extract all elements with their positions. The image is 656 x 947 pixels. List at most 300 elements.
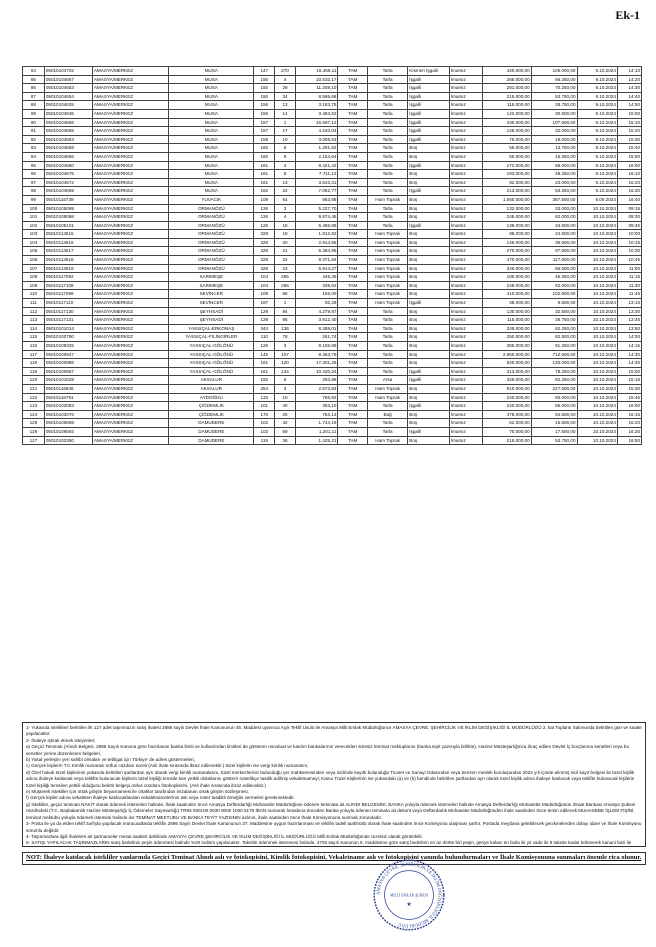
table-cell: TAM bbox=[338, 187, 367, 196]
table-row bbox=[23, 152, 642, 161]
table-cell: Tarla bbox=[367, 161, 407, 170]
table-cell: 16:20 bbox=[617, 178, 641, 187]
table-cell: 10.10.2024 bbox=[577, 247, 617, 256]
table-cell: 94 bbox=[23, 152, 45, 161]
table-cell: 05010117110 bbox=[44, 299, 92, 308]
table-row bbox=[23, 290, 642, 299]
table-cell: AMASYA/MERKEZ bbox=[92, 213, 168, 222]
table-cell: AMASYA/MERKEZ bbox=[92, 178, 168, 187]
listing-table bbox=[22, 66, 642, 445]
table-cell: İmarsız bbox=[449, 195, 482, 204]
table-cell: İmarsız bbox=[449, 410, 482, 419]
table-cell: 11:45 bbox=[617, 290, 641, 299]
table-cell: Tarla bbox=[367, 316, 407, 325]
seal-star-icon: ★ bbox=[406, 902, 412, 909]
table-cell: Ham Toprak bbox=[367, 230, 407, 239]
table-cell: Tarla bbox=[367, 333, 407, 342]
table-cell: 05010101529 bbox=[44, 376, 92, 385]
table-cell: Ham Toprak bbox=[367, 384, 407, 393]
table-cell: 05010117092 bbox=[44, 273, 92, 282]
table-row bbox=[23, 195, 642, 204]
table-cell: 28 bbox=[275, 84, 296, 93]
table-cell: YASSIÇAL-GÖLÖNÜ bbox=[169, 350, 254, 359]
table-cell: 10.10.2024 bbox=[577, 324, 617, 333]
table-cell: TAM bbox=[338, 230, 367, 239]
table-cell: 115.000,00 bbox=[482, 316, 531, 325]
table-cell: YUVACIK bbox=[169, 195, 254, 204]
table-cell: 15.500,00 bbox=[531, 419, 577, 428]
table-cell: Boş bbox=[408, 410, 449, 419]
table-cell: 05010113615 bbox=[44, 230, 92, 239]
table-cell: Tarla bbox=[367, 359, 407, 368]
table-cell: 10.10.2024 bbox=[577, 204, 617, 213]
table-cell: 109 bbox=[254, 195, 275, 204]
table-row bbox=[23, 333, 642, 342]
table-cell: İşgalli bbox=[408, 75, 449, 84]
table-cell: 110 bbox=[254, 333, 275, 342]
table-cell: Boş bbox=[408, 256, 449, 265]
table-cell: TAM bbox=[338, 290, 367, 299]
table-cell: 10.10.2024 bbox=[577, 410, 617, 419]
table-cell: 33.000,00 bbox=[531, 204, 577, 213]
table-cell: 193.000,00 bbox=[482, 170, 531, 179]
table-cell: 11:00 bbox=[617, 264, 641, 273]
table-cell: 109 bbox=[23, 281, 45, 290]
table-cell: 265.000,00 bbox=[482, 75, 531, 84]
table-cell: 328 bbox=[254, 238, 275, 247]
table-cell: 261,74 bbox=[295, 333, 338, 342]
table-row bbox=[23, 127, 642, 136]
table-cell: 365.000,00 bbox=[482, 342, 531, 351]
table-cell: 162 bbox=[254, 187, 275, 196]
table-cell: 10.10.2024 bbox=[577, 342, 617, 351]
table-cell: 122.000,00 bbox=[482, 109, 531, 118]
table-row bbox=[23, 367, 642, 376]
table-cell: Tarla bbox=[367, 307, 407, 316]
footer-note: NOT: İhaleye katılacak istekliler yanlarında Geçici Teminat Alındı aslı ve fotokopisini, Kimlik fotokopisini, Vekaletname aslı ve fotokopisini yanında bulundurmaları ve İhale Komisyonuna sunmaları önemle rica olunur. bbox=[22, 852, 646, 865]
table-cell: MUSA bbox=[169, 178, 254, 187]
table-cell: 48.250,00 bbox=[531, 170, 577, 179]
table-cell: 10.10.2024 bbox=[577, 436, 617, 445]
table-cell: 281.000,00 bbox=[482, 84, 531, 93]
table-cell: AMASYA/MERKEZ bbox=[92, 84, 168, 93]
table-cell: 272.000,00 bbox=[482, 161, 531, 170]
table-cell: AMASYA/MERKEZ bbox=[92, 290, 168, 299]
table-cell: 126 bbox=[254, 204, 275, 213]
table-row bbox=[23, 281, 642, 290]
table-cell: 14:30 bbox=[617, 350, 641, 359]
table-cell: 10.10.2024 bbox=[577, 213, 617, 222]
table-cell: 102 bbox=[254, 419, 275, 428]
table-cell: TAM bbox=[338, 264, 367, 273]
table-cell: TAM bbox=[338, 152, 367, 161]
table-cell: Tarla bbox=[367, 324, 407, 333]
table-cell: İmarsız bbox=[449, 324, 482, 333]
table-cell: 05010100790 bbox=[44, 333, 92, 342]
table-cell: 10.532,17 bbox=[295, 75, 338, 84]
table-cell: 249.000,00 bbox=[482, 324, 531, 333]
table-cell: 2.573,84 bbox=[295, 384, 338, 393]
table-cell: 8.595,68 bbox=[295, 92, 338, 101]
table-cell: 82.250,00 bbox=[531, 376, 577, 385]
table-row bbox=[23, 350, 642, 359]
table-cell: ORMANÖZÜ bbox=[169, 238, 254, 247]
table-cell: 10.10.2024 bbox=[577, 273, 617, 282]
table-row bbox=[23, 144, 642, 153]
table-cell: 10.10.2024 bbox=[577, 316, 617, 325]
table-cell: TAM bbox=[338, 359, 367, 368]
table-cell: 470.000,00 bbox=[482, 256, 531, 265]
table-cell: 86.500,00 bbox=[531, 264, 577, 273]
table-cell: 38.000,00 bbox=[482, 299, 531, 308]
table-cell: 85 bbox=[23, 75, 45, 84]
table-cell: AMASYA/MERKEZ bbox=[92, 342, 168, 351]
table-cell: TAM bbox=[338, 324, 367, 333]
table-cell: 6 bbox=[275, 376, 296, 385]
table-cell: TAM bbox=[338, 316, 367, 325]
table-cell: ORMANÖZÜ bbox=[169, 204, 254, 213]
table-cell: 05010117096 bbox=[44, 290, 92, 299]
table-cell: 15:00 bbox=[617, 367, 641, 376]
table-cell: 16:40 bbox=[617, 195, 641, 204]
table-cell: 13:45 bbox=[617, 316, 641, 325]
table-cell: 64 bbox=[275, 195, 296, 204]
table-cell: 10:15 bbox=[617, 238, 641, 247]
table-cell: 248.000,00 bbox=[482, 213, 531, 222]
table-cell: İmarsız bbox=[449, 230, 482, 239]
table-cell: TAM bbox=[338, 256, 367, 265]
table-cell: AMASYA/MERKEZ bbox=[92, 436, 168, 445]
table-cell: TAM bbox=[338, 204, 367, 213]
table-cell: 05010104665 bbox=[44, 127, 92, 136]
table-cell: İmarsız bbox=[449, 290, 482, 299]
table-cell: MUSA bbox=[169, 75, 254, 84]
table-cell: 101 bbox=[23, 213, 45, 222]
table-cell: 14:00 bbox=[617, 333, 641, 342]
table-cell: Tarla bbox=[367, 152, 407, 161]
table-cell: 8 bbox=[275, 170, 296, 179]
table-cell: 118 bbox=[23, 359, 45, 368]
table-cell: 16.458,11 bbox=[295, 67, 338, 76]
table-cell: İmarsız bbox=[449, 109, 482, 118]
table-cell: 113 bbox=[23, 316, 45, 325]
table-cell: 101 bbox=[254, 402, 275, 411]
table-cell: DAMUDERE bbox=[169, 419, 254, 428]
table-cell: 05010104672 bbox=[44, 178, 92, 187]
table-cell: İşgalli bbox=[408, 161, 449, 170]
table-cell: 10.10.2024 bbox=[577, 427, 617, 436]
table-cell: 9.10.2024 bbox=[577, 161, 617, 170]
table-cell: 93 bbox=[23, 144, 45, 153]
table-cell: 13.750,00 bbox=[531, 144, 577, 153]
table-cell: TAM bbox=[338, 178, 367, 187]
table-cell: SEVİNCER bbox=[169, 299, 254, 308]
table-cell: 120 bbox=[23, 376, 45, 385]
table-cell: TAM bbox=[338, 367, 367, 376]
condition-paragraph: b) Yasal yerleşim yeri sahibi olmaları ve tebligat için Türkiye' de adres göstermeleri, bbox=[26, 757, 195, 763]
table-cell: TAM bbox=[338, 144, 367, 153]
table-cell: İmarsız bbox=[449, 402, 482, 411]
table-cell: Tarla bbox=[367, 367, 407, 376]
table-cell: 387.500,00 bbox=[531, 195, 577, 204]
table-cell: İmarsız bbox=[449, 152, 482, 161]
table-cell: 05010104663 bbox=[44, 135, 92, 144]
table-cell: 102 bbox=[254, 427, 275, 436]
table-cell: 14:10 bbox=[617, 67, 641, 76]
table-cell: 19 bbox=[275, 230, 296, 239]
table-cell: 70.250,00 bbox=[531, 84, 577, 93]
table-cell: 9.10.2024 bbox=[577, 144, 617, 153]
seal-outer-text: AMASYA ÇEVRE, ŞEHİRCİLİK VE İKLİM DEĞİŞİKLİĞİ İL MÜDÜRLÜĞÜ bbox=[375, 861, 443, 929]
table-cell: 270.000,00 bbox=[482, 247, 531, 256]
table-cell: TAM bbox=[338, 84, 367, 93]
table-row bbox=[23, 84, 642, 93]
table-cell: 10.10.2024 bbox=[577, 281, 617, 290]
table-cell: 91.250,00 bbox=[531, 342, 577, 351]
table-cell: 05010104702 bbox=[44, 67, 92, 76]
table-cell: 68.000,00 bbox=[531, 161, 577, 170]
table-cell: 16:15 bbox=[617, 410, 641, 419]
table-row bbox=[23, 359, 642, 368]
table-cell: 4 bbox=[275, 161, 296, 170]
table-cell: Tarla bbox=[367, 144, 407, 153]
table-cell: İmarsız bbox=[449, 342, 482, 351]
table-cell: MUSA bbox=[169, 135, 254, 144]
table-cell: 36.500,00 bbox=[531, 238, 577, 247]
table-cell: 05010104656 bbox=[44, 152, 92, 161]
table-cell: İmarsız bbox=[449, 427, 482, 436]
table-cell: YASSIÇAL-GÖLÖNÜ bbox=[169, 367, 254, 376]
table-cell: 16:30 bbox=[617, 427, 641, 436]
table-cell: ŞEYHSADİ bbox=[169, 307, 254, 316]
table-cell: 213.000,00 bbox=[482, 187, 531, 196]
condition-paragraph: g) İstekliler, geçici teminatı NAKİT olarak ödemek istemeleri halinde, ihale saatinden önce Amasya Defterdarlığı Muhasebe Müdürlüğüne ödenen teminata ait ALINDI BELGESİNİ, BANKA yoluyla ödemek istemeleri halinde Amasya Defterdarlığı Muhasebe Müdürlüğünün Ziraat Bankası Amasya Şubesi nezdindeki (T.C. Başbakanlık Hazine Müsteşarlığı İç Ödemeler Saymanlığı) TR93 000100 0030 0000 1000 5170 İBAN numaralı hesabına önceden Banka yoluyla ödenen teminata ait dekont veya Defterdarlık Muhasebe Müdürlüğünden ihale saatinden önce temin edilecek MUHASEBE İŞLEM FİŞİNİ, teminat mektubu yoluyla ödemek istemesi halinde ise TEMİNAT MEKTUBU VE BANKA TEYİT YAZISININ aslının, ihale saatinden önce İhale Komisyonuna sunmak zorundadır. bbox=[26, 801, 636, 820]
table-cell: 130.000,00 bbox=[531, 359, 577, 368]
table-cell: 84 bbox=[23, 67, 45, 76]
table-cell: İmarsız bbox=[449, 333, 482, 342]
table-cell: TAM bbox=[338, 384, 367, 393]
table-cell: TAM bbox=[338, 299, 367, 308]
table-cell: Boş bbox=[408, 384, 449, 393]
table-cell: 265 bbox=[275, 273, 296, 282]
table-cell: 9.09.2024 bbox=[577, 195, 617, 204]
table-cell: 23 bbox=[275, 264, 296, 273]
table-cell: İmarsız bbox=[449, 75, 482, 84]
table-cell: 129 bbox=[254, 307, 275, 316]
table-cell: 328 bbox=[254, 264, 275, 273]
table-cell: 19.000,00 bbox=[531, 135, 577, 144]
table-cell: AMASYA/MERKEZ bbox=[92, 307, 168, 316]
table-cell: 70.000,00 bbox=[482, 427, 531, 436]
table-cell: Tarla bbox=[367, 67, 407, 76]
table-cell: 420.000,00 bbox=[482, 67, 531, 76]
table-cell: 89 bbox=[23, 109, 45, 118]
table-cell: 16.687,12 bbox=[295, 118, 338, 127]
table-cell: 88 bbox=[23, 101, 45, 110]
table-cell: 46.250,00 bbox=[531, 273, 577, 282]
table-cell: 215.000,00 bbox=[482, 436, 531, 445]
table-cell: Bağ bbox=[367, 410, 407, 419]
table-cell: 36 bbox=[275, 436, 296, 445]
table-cell: 9.10.2024 bbox=[577, 118, 617, 127]
table-cell: TAM bbox=[338, 393, 367, 402]
table-cell: 1.425,21 bbox=[295, 436, 338, 445]
auction-conditions bbox=[22, 722, 646, 847]
table-cell: 05010104654 bbox=[44, 92, 92, 101]
table-cell: ŞEYHSADİ bbox=[169, 316, 254, 325]
table-cell: 53.250,00 bbox=[531, 187, 577, 196]
table-cell: 05010103350 bbox=[44, 436, 92, 445]
table-row bbox=[23, 101, 642, 110]
table-cell: 161 bbox=[254, 170, 275, 179]
table-cell: 313.000,00 bbox=[482, 367, 531, 376]
table-cell: 126 bbox=[23, 427, 45, 436]
table-cell: AMASYA/MERKEZ bbox=[92, 67, 168, 76]
table-cell: Tarla bbox=[367, 127, 407, 136]
table-cell: 150 bbox=[254, 75, 275, 84]
table-cell: İşgalli bbox=[408, 221, 449, 230]
table-cell: 339,62 bbox=[295, 281, 338, 290]
table-cell: ORMANÖZÜ bbox=[169, 247, 254, 256]
table-row bbox=[23, 316, 642, 325]
table-cell: 128.000,00 bbox=[482, 127, 531, 136]
table-cell: 102 bbox=[23, 221, 45, 230]
table-cell: 115.000,00 bbox=[482, 101, 531, 110]
table-cell: MUSA bbox=[169, 144, 254, 153]
table-cell: 10.10.2024 bbox=[577, 264, 617, 273]
table-cell: İmarsız bbox=[449, 170, 482, 179]
table-cell: 130.000,00 bbox=[482, 307, 531, 316]
table-cell: 16.250,00 bbox=[531, 152, 577, 161]
table-row bbox=[23, 204, 642, 213]
table-cell: 05010116846 bbox=[44, 384, 92, 393]
table-cell: 107 bbox=[275, 350, 296, 359]
table-cell: 10.10.2024 bbox=[577, 230, 617, 239]
table-cell: MUSA bbox=[169, 152, 254, 161]
table-cell: TAM bbox=[338, 195, 367, 204]
table-cell: AMASYA/MERKEZ bbox=[92, 367, 168, 376]
table-cell: Boş bbox=[408, 281, 449, 290]
table-cell: Boş bbox=[408, 307, 449, 316]
table-cell: 10 bbox=[275, 393, 296, 402]
table-cell: MUSA bbox=[169, 101, 254, 110]
table-cell: TAM bbox=[338, 238, 367, 247]
condition-paragraph: 4- Taşınmazlara ilgili ihalelere ait şartnameler mesai saatleri dahilinde AMASYA ÇEVRE,ŞEHİRCİLİK VE İKLİM DEĞİŞİKLİĞİ İL MÜDÜRLÜĞÜ Milli Emlak Müdürlüğünde ücretsiz olarak görülebilir. bbox=[26, 833, 423, 839]
table-cell: DAMUDERE bbox=[169, 427, 254, 436]
table-cell: 87 bbox=[23, 92, 45, 101]
table-cell: 86 bbox=[23, 84, 45, 93]
table-cell: ORMANÖZÜ bbox=[169, 213, 254, 222]
table-cell: 9.371,54 bbox=[295, 256, 338, 265]
table-cell: AMASYA/MERKEZ bbox=[92, 187, 168, 196]
table-cell: Boş bbox=[408, 324, 449, 333]
table-cell: 10:45 bbox=[617, 256, 641, 265]
table-cell: 410.000,00 bbox=[482, 290, 531, 299]
table-cell: 328 bbox=[254, 247, 275, 256]
table-cell: İşgalli bbox=[408, 101, 449, 110]
table-cell: 7.711,12 bbox=[295, 170, 338, 179]
table-cell: 328 bbox=[254, 230, 275, 239]
table-row bbox=[23, 376, 642, 385]
table-cell: 5.227,70 bbox=[295, 204, 338, 213]
table-row bbox=[23, 384, 642, 393]
table-cell: 16:00 bbox=[617, 161, 641, 170]
table-cell: 30.500,00 bbox=[531, 109, 577, 118]
table-cell: 117.500,00 bbox=[531, 256, 577, 265]
table-cell: Boş bbox=[408, 144, 449, 153]
table-cell: 9.363,79 bbox=[295, 350, 338, 359]
table-cell: 05010103083 bbox=[44, 402, 92, 411]
table-cell: İmarsız bbox=[449, 393, 482, 402]
table-cell: 9.10.2024 bbox=[577, 109, 617, 118]
table-cell: 6 bbox=[275, 144, 296, 153]
table-cell: 104 bbox=[254, 273, 275, 282]
table-cell: İmarsız bbox=[449, 161, 482, 170]
table-cell: 254 bbox=[254, 384, 275, 393]
table-cell: 3.183,75 bbox=[295, 101, 338, 110]
table-cell: 14:50 bbox=[617, 101, 641, 110]
table-cell: 753,14 bbox=[295, 410, 338, 419]
table-cell: İmarsız bbox=[449, 135, 482, 144]
table-cell: 126 bbox=[254, 342, 275, 351]
table-cell: 76.000,00 bbox=[482, 135, 531, 144]
table-cell: 192 bbox=[254, 376, 275, 385]
table-cell: Boş bbox=[408, 316, 449, 325]
table-cell: 9.10.2024 bbox=[577, 75, 617, 84]
table-row bbox=[23, 178, 642, 187]
table-cell: 250.000,00 bbox=[482, 333, 531, 342]
table-cell: 3 bbox=[275, 342, 296, 351]
table-cell: AMASYA/MERKEZ bbox=[92, 256, 168, 265]
table-cell: 15:30 bbox=[617, 135, 641, 144]
table-cell: 159 bbox=[254, 135, 275, 144]
table-cell: 05010104635 bbox=[44, 101, 92, 110]
table-row bbox=[23, 324, 642, 333]
table-cell: İşgalli bbox=[408, 427, 449, 436]
table-cell: 66.250,00 bbox=[531, 75, 577, 84]
table-cell: 104 bbox=[254, 281, 275, 290]
table-cell: 16:00 bbox=[617, 402, 641, 411]
table-cell: TAM bbox=[338, 436, 367, 445]
table-cell: 28.750,00 bbox=[531, 316, 577, 325]
table-cell: İşgalli bbox=[408, 84, 449, 93]
table-cell: 4 bbox=[275, 75, 296, 84]
table-cell: 107.500,00 bbox=[531, 118, 577, 127]
table-cell: 62.500,00 bbox=[531, 333, 577, 342]
table-cell: SARIMEŞE bbox=[169, 273, 254, 282]
table-cell: 156 bbox=[254, 101, 275, 110]
table-cell: 109 bbox=[254, 290, 275, 299]
table-cell: 34 bbox=[275, 92, 296, 101]
table-cell: 14:30 bbox=[617, 84, 641, 93]
table-cell: 13 bbox=[275, 101, 296, 110]
table-cell: 09:45 bbox=[617, 221, 641, 230]
table-cell: 94 bbox=[275, 307, 296, 316]
table-cell: 138.000,00 bbox=[482, 221, 531, 230]
table-cell: ÇİĞDEMLİK bbox=[169, 410, 254, 419]
table-cell: 05010103076 bbox=[44, 410, 92, 419]
table-cell: AMASYA/MERKEZ bbox=[92, 127, 168, 136]
table-cell: 227.500,00 bbox=[531, 384, 577, 393]
listing-table-body bbox=[23, 67, 642, 445]
condition-paragraph: 3- Posta ile ya da elden teklif zarfıyla yapılacak müracaatlarda teklifin 2886 Sayılı Devlet İhale Kanununun 37. Maddesine uygun hazırlanması ve teklifin ladeli taahhütlü olarak ihale saatinden önce Komisyona ulaşması şarttır. Postada meydana gelebilecek gecikmelerden dolayı idare ve İhale Komisyonu sorumlu değildir. bbox=[26, 821, 642, 833]
table-cell: AMASYA/MERKEZ bbox=[92, 264, 168, 273]
table-cell: 15:40 bbox=[617, 144, 641, 153]
table-cell: 16:30 bbox=[617, 187, 641, 196]
table-cell: 115 bbox=[23, 333, 45, 342]
table-cell: 15:50 bbox=[617, 152, 641, 161]
table-cell: MUSA bbox=[169, 84, 254, 93]
